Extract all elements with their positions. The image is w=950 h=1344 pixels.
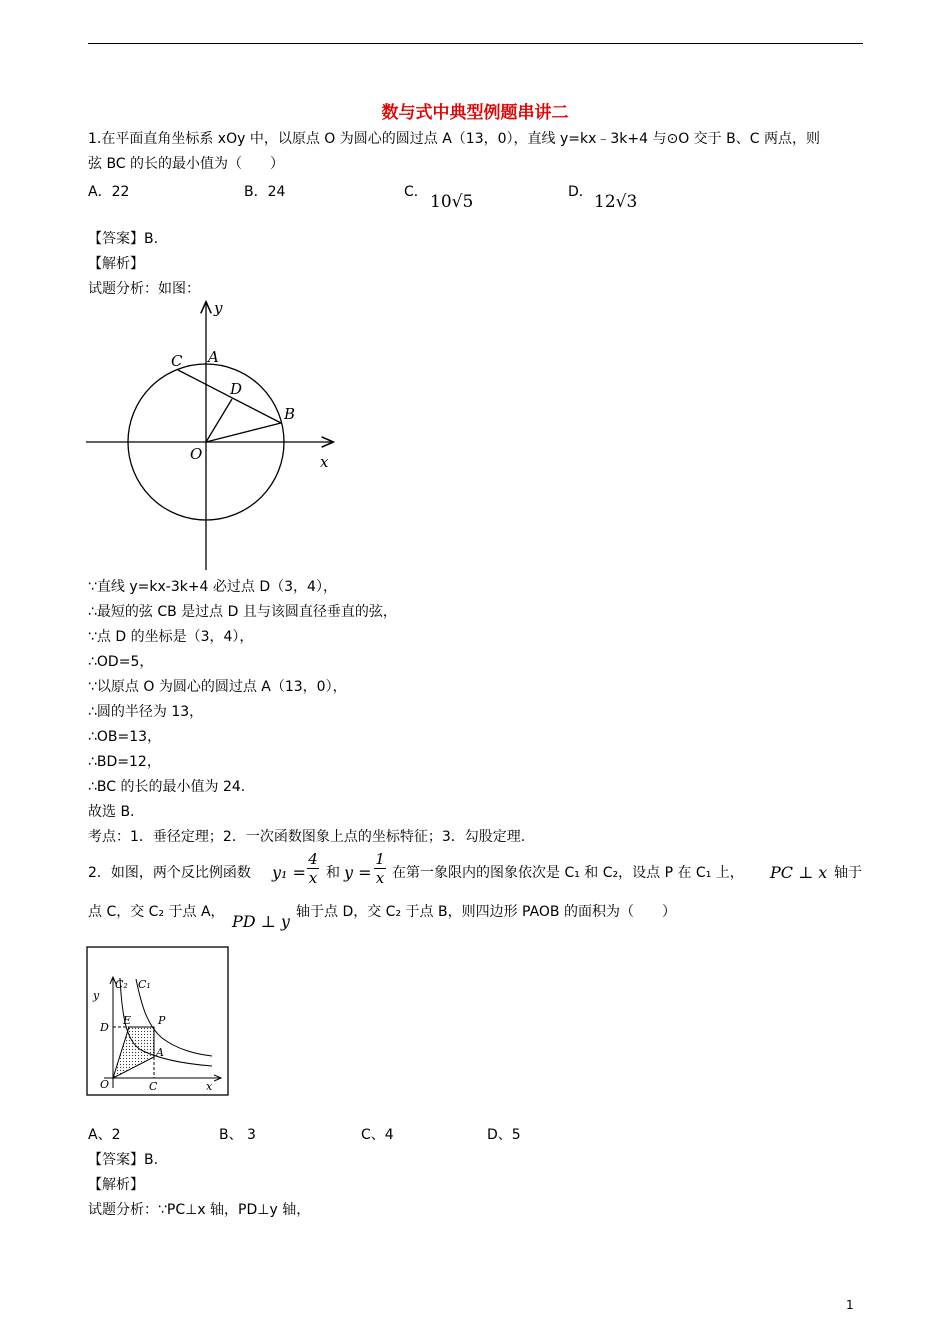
q1-step-7: ∴OB=13， [88,729,162,745]
label-d: D [100,1021,109,1034]
q2-option-b: B、 3 [219,1127,256,1143]
q2-stem-pre: 2．如图，两个反比例函数 [88,865,251,881]
q1-circle-figure [80,295,350,575]
q2-stem-axis: 轴于 [834,865,862,881]
label-c: C [149,1080,158,1093]
q2-stem-line2-a: 点 C，交 C₂ 于点 A， [88,904,225,920]
page-number: 1 [846,1298,854,1312]
q1-stem-line2: 弦 BC 的长的最小值为（ ） [88,156,285,172]
q1-option-c-label: C． [404,184,428,200]
label-a: A [208,348,219,366]
q2-hyperbola-figure [86,946,230,1098]
q1-option-b: B．24 [244,184,286,200]
label-p: P [158,1014,166,1027]
q2-stem-line2-b: 轴于点 D，交 C₂ 于点 B，则四边形 PAOB 的面积为（ ） [296,904,676,920]
label-o: O [190,445,203,463]
q1-answer: 【答案】B. [88,231,159,247]
label-o: O [100,1078,110,1091]
header-rule [88,43,863,44]
page-title: 数与式中典型例题串讲二 [381,103,569,123]
q1-step-4: ∴OD=5， [88,654,154,670]
q1-option-d-value: 12√3 [594,192,638,212]
label-d: D [230,380,243,398]
q2-option-c: C、4 [361,1127,394,1143]
q1-option-c-value: 10√5 [430,192,474,212]
label-x: x [206,1080,213,1093]
q1-step-5: ∵以原点 O 为圆心的圆过点 A（13，0）， [88,679,347,695]
q1-option-d-label: D． [568,184,593,200]
segment-od [206,399,232,442]
q2-func2-fraction [374,851,386,886]
q1-knowledge-points: 考点：1．垂径定理；2．一次函数图象上点的坐标特征；3．勾股定理. [88,829,526,845]
q2-func1-fraction [307,851,319,886]
label-e: E [123,1014,132,1027]
q2-option-a: A、2 [88,1127,121,1143]
q2-analysis-heading: 【解析】 [88,1177,144,1193]
label-a: A [156,1046,164,1059]
q1-step-9: ∴BC 的长的最小值为 24. [88,779,246,795]
q2-pc-perp-x: PC ⊥ x [770,863,828,882]
q2-answer: 【答案】B. [88,1152,159,1168]
q1-step-3: ∵点 D 的坐标是（3，4）， [88,629,254,645]
q1-analysis-heading: 【解析】 [88,256,144,272]
label-y: y [214,299,223,317]
q2-stem-post: 在第一象限内的图象依次是 C₁ 和 C₂，设点 P 在 C₁ 上， [392,865,744,881]
label-c2: C₂ [115,978,128,991]
q1-step-8: ∴BD=12， [88,754,161,770]
q1-step-2: ∴最短的弦 CB 是过点 D 且与该圆直径垂直的弦， [88,604,397,620]
q2-func2-lhs: y = [344,863,372,882]
q1-step-6: ∴圆的半径为 13， [88,704,204,720]
q2-func1-denominator: x [308,869,318,887]
label-b: B [284,405,296,423]
q2-func2-denominator: x [375,869,385,887]
q2-func1-lhs: y₁ = [272,863,306,882]
label-c: C [171,352,183,370]
q2-func1-numerator: 4 [308,850,318,868]
q2-stem-and: 和 [326,865,340,881]
q2-pd-perp-y: PD ⊥ y [232,912,290,931]
q1-step-1: ∵直线 y=kx-3k+4 必过点 D（3，4）， [88,579,337,595]
q2-option-d: D、5 [487,1127,521,1143]
label-c1: C₁ [138,978,151,991]
q2-analysis-intro: 试题分析：∵PC⊥x 轴，PD⊥y 轴， [88,1202,311,1218]
q1-stem-line1: 1.在平面直角坐标系 xOy 中，以原点 O 为圆心的圆过点 A（13，0），直线 y=kx﹣3k+4 与⊙O 交于 B、C 两点，则 [88,131,820,147]
q2-func2-numerator: 1 [375,850,385,868]
q1-analysis-intro: 试题分析：如图： [88,281,200,297]
label-x: x [320,453,329,471]
q1-option-a: A．22 [88,184,130,200]
segment-ob [206,423,281,442]
q1-step-10: 故选 B. [88,804,135,820]
label-y: y [93,989,100,1002]
